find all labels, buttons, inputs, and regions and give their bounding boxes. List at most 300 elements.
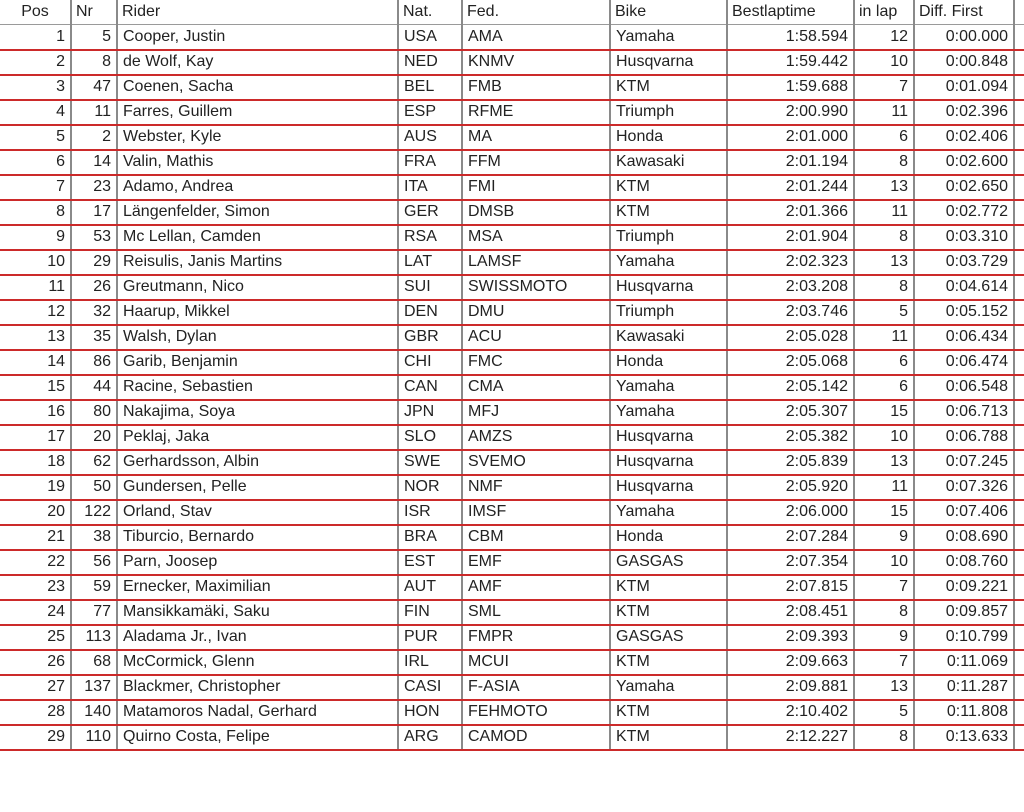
cell-bike: KTM [610,700,727,725]
table-row [0,200,1024,225]
cell-nr: 35 [71,325,117,350]
cell-bestlaptime: 2:07.815 [727,575,854,600]
cell-bike: Husqvarna [610,475,727,500]
cell-pos: 13 [0,325,71,350]
cell-fed: AMF [462,575,610,600]
table-row [0,550,1024,575]
cell-bestlaptime: 2:03.746 [727,300,854,325]
cell-diff-first: 0:02.406 [914,125,1014,150]
cell-nat: FIN [398,600,462,625]
cell-pos: 24 [0,600,71,625]
cell-bestlaptime: 2:07.284 [727,525,854,550]
cell-bestlaptime: 2:05.920 [727,475,854,500]
cell-nat: ITA [398,175,462,200]
cell-nr: 140 [71,700,117,725]
cell-in-lap: 9 [854,625,914,650]
cell-nr: 80 [71,400,117,425]
cell-bestlaptime: 2:02.323 [727,250,854,275]
table-row [0,425,1024,450]
cell-nr: 38 [71,525,117,550]
cell-nr: 50 [71,475,117,500]
cell-diff-first: 0:02.650 [914,175,1014,200]
cell-rider: Walsh, Dylan [117,325,398,350]
cell-bike: Husqvarna [610,50,727,75]
cell-nat: ARG [398,725,462,750]
cell-bike: KTM [610,200,727,225]
cell-fed: FMI [462,175,610,200]
cell-bike: Triumph [610,225,727,250]
cell-bestlaptime: 2:05.839 [727,450,854,475]
table-row [0,375,1024,400]
table-row [0,75,1024,100]
cell-bestlaptime: 2:12.227 [727,725,854,750]
cell-diff-first: 0:09.221 [914,575,1014,600]
cell-nat: ISR [398,500,462,525]
cell-fed: CBM [462,525,610,550]
cell-fed: EMF [462,550,610,575]
cell-pos: 25 [0,625,71,650]
cell-rider: Parn, Joosep [117,550,398,575]
cell-diff-first: 0:11.287 [914,675,1014,700]
cell-in-lap: 5 [854,700,914,725]
cell-in-lap: 15 [854,400,914,425]
cell-in-lap: 7 [854,575,914,600]
cell-pos: 22 [0,550,71,575]
cell-bike: Yamaha [610,675,727,700]
cell-rider: Orland, Stav [117,500,398,525]
cell-fed: AMZS [462,425,610,450]
cell-extra [1014,700,1024,725]
cell-pos: 18 [0,450,71,475]
cell-rider: Matamoros Nadal, Gerhard [117,700,398,725]
cell-nat: PUR [398,625,462,650]
table-row [0,525,1024,550]
cell-nr: 122 [71,500,117,525]
cell-rider: de Wolf, Kay [117,50,398,75]
cell-bike: Yamaha [610,250,727,275]
cell-bike: Honda [610,350,727,375]
cell-rider: Haarup, Mikkel [117,300,398,325]
cell-nr: 29 [71,250,117,275]
cell-in-lap: 11 [854,475,914,500]
cell-extra [1014,525,1024,550]
cell-extra [1014,125,1024,150]
cell-nat: CASI [398,675,462,700]
cell-nat: HON [398,700,462,725]
table-row [0,575,1024,600]
cell-nat: SWE [398,450,462,475]
cell-extra [1014,175,1024,200]
cell-fed: FMB [462,75,610,100]
header-pos: Pos [21,3,49,20]
cell-fed: F-ASIA [462,675,610,700]
cell-nat: CAN [398,375,462,400]
cell-nat: GER [398,200,462,225]
cell-bike: Yamaha [610,375,727,400]
table-row [0,250,1024,275]
cell-nr: 26 [71,275,117,300]
cell-bike: Honda [610,125,727,150]
cell-bike: KTM [610,175,727,200]
cell-rider: Racine, Sebastien [117,375,398,400]
cell-fed: CMA [462,375,610,400]
cell-extra [1014,400,1024,425]
cell-bestlaptime: 2:09.663 [727,650,854,675]
header-extra [1014,0,1024,25]
cell-rider: Nakajima, Soya [117,400,398,425]
cell-fed: SML [462,600,610,625]
cell-nat: GBR [398,325,462,350]
cell-rider: Gerhardsson, Albin [117,450,398,475]
cell-rider: Coenen, Sacha [117,75,398,100]
cell-diff-first: 0:02.600 [914,150,1014,175]
cell-rider: Farres, Guillem [117,100,398,125]
cell-rider: Tiburcio, Bernardo [117,525,398,550]
cell-extra [1014,675,1024,700]
cell-pos: 19 [0,475,71,500]
cell-diff-first: 0:07.245 [914,450,1014,475]
table-row [0,725,1024,750]
header-bestlaptime: Bestlaptime [727,0,854,25]
cell-bike: Honda [610,525,727,550]
cell-bestlaptime: 1:59.688 [727,75,854,100]
cell-in-lap: 13 [854,450,914,475]
cell-bestlaptime: 2:05.142 [727,375,854,400]
cell-pos: 14 [0,350,71,375]
cell-in-lap: 11 [854,200,914,225]
header-nat: Nat. [398,0,462,25]
cell-in-lap: 10 [854,550,914,575]
cell-nat: DEN [398,300,462,325]
cell-nr: 53 [71,225,117,250]
cell-rider: Webster, Kyle [117,125,398,150]
cell-pos: 29 [0,725,71,750]
cell-fed: DMSB [462,200,610,225]
cell-diff-first: 0:04.614 [914,275,1014,300]
cell-extra [1014,25,1024,50]
cell-extra [1014,325,1024,350]
cell-rider: Ernecker, Maximilian [117,575,398,600]
cell-pos: 15 [0,375,71,400]
cell-rider: Valin, Mathis [117,150,398,175]
cell-in-lap: 6 [854,375,914,400]
cell-nr: 62 [71,450,117,475]
cell-rider: Adamo, Andrea [117,175,398,200]
cell-diff-first: 0:08.760 [914,550,1014,575]
cell-pos: 28 [0,700,71,725]
cell-fed: FEHMOTO [462,700,610,725]
cell-in-lap: 11 [854,325,914,350]
cell-in-lap: 8 [854,600,914,625]
cell-diff-first: 0:03.729 [914,250,1014,275]
cell-nat: NED [398,50,462,75]
cell-nat: RSA [398,225,462,250]
cell-extra [1014,100,1024,125]
cell-diff-first: 0:10.799 [914,625,1014,650]
cell-bike: Triumph [610,100,727,125]
cell-nat: NOR [398,475,462,500]
cell-bike: Husqvarna [610,425,727,450]
cell-bike: Triumph [610,300,727,325]
cell-rider: Mansikkamäki, Saku [117,600,398,625]
table-row [0,600,1024,625]
cell-nat: AUT [398,575,462,600]
cell-bike: KTM [610,650,727,675]
cell-nr: 56 [71,550,117,575]
cell-extra [1014,425,1024,450]
cell-extra [1014,450,1024,475]
cell-bike: Kawasaki [610,325,727,350]
cell-rider: Blackmer, Christopher [117,675,398,700]
cell-bike: Husqvarna [610,275,727,300]
cell-bestlaptime: 2:09.393 [727,625,854,650]
table-row [0,625,1024,650]
cell-extra [1014,500,1024,525]
cell-in-lap: 11 [854,100,914,125]
cell-bestlaptime: 2:01.194 [727,150,854,175]
table-row [0,400,1024,425]
cell-in-lap: 12 [854,25,914,50]
cell-fed: RFME [462,100,610,125]
cell-bike: KTM [610,725,727,750]
cell-nat: SLO [398,425,462,450]
cell-bike: KTM [610,600,727,625]
cell-fed: FMPR [462,625,610,650]
cell-rider: Aladama Jr., Ivan [117,625,398,650]
cell-in-lap: 5 [854,300,914,325]
cell-pos: 5 [0,125,71,150]
cell-diff-first: 0:07.406 [914,500,1014,525]
cell-extra [1014,200,1024,225]
cell-pos: 16 [0,400,71,425]
cell-nr: 59 [71,575,117,600]
table-row [0,25,1024,50]
cell-fed: MFJ [462,400,610,425]
cell-bestlaptime: 2:05.028 [727,325,854,350]
cell-diff-first: 0:09.857 [914,600,1014,625]
cell-in-lap: 9 [854,525,914,550]
cell-diff-first: 0:01.094 [914,75,1014,100]
cell-pos: 23 [0,575,71,600]
cell-diff-first: 0:06.713 [914,400,1014,425]
cell-nr: 110 [71,725,117,750]
cell-nr: 20 [71,425,117,450]
cell-bestlaptime: 2:06.000 [727,500,854,525]
cell-in-lap: 8 [854,225,914,250]
header-rider: Rider [117,0,398,25]
table-row [0,450,1024,475]
cell-in-lap: 8 [854,275,914,300]
table-row [0,50,1024,75]
header-diff-first: Diff. First [914,0,1014,25]
cell-in-lap: 6 [854,125,914,150]
cell-nat: AUS [398,125,462,150]
cell-nat: BRA [398,525,462,550]
cell-rider: Cooper, Justin [117,25,398,50]
cell-bestlaptime: 2:00.990 [727,100,854,125]
cell-nat: CHI [398,350,462,375]
cell-bestlaptime: 1:59.442 [727,50,854,75]
table-row [0,350,1024,375]
cell-nat: SUI [398,275,462,300]
cell-rider: Gundersen, Pelle [117,475,398,500]
cell-in-lap: 6 [854,350,914,375]
cell-extra [1014,300,1024,325]
table-row [0,150,1024,175]
cell-in-lap: 8 [854,150,914,175]
cell-pos: 20 [0,500,71,525]
table-row [0,175,1024,200]
header-bike: Bike [610,0,727,25]
cell-nat: EST [398,550,462,575]
cell-pos: 11 [0,275,71,300]
table-row [0,275,1024,300]
cell-fed: AMA [462,25,610,50]
cell-bestlaptime: 2:01.244 [727,175,854,200]
cell-extra [1014,650,1024,675]
cell-nr: 44 [71,375,117,400]
cell-bestlaptime: 2:07.354 [727,550,854,575]
cell-pos: 27 [0,675,71,700]
cell-pos: 4 [0,100,71,125]
cell-bike: GASGAS [610,625,727,650]
cell-rider: Greutmann, Nico [117,275,398,300]
cell-pos: 21 [0,525,71,550]
cell-extra [1014,550,1024,575]
cell-pos: 7 [0,175,71,200]
cell-extra [1014,50,1024,75]
table-row [0,325,1024,350]
cell-nat: JPN [398,400,462,425]
cell-fed: SWISSMOTO [462,275,610,300]
cell-diff-first: 0:05.152 [914,300,1014,325]
cell-pos: 26 [0,650,71,675]
cell-extra [1014,350,1024,375]
cell-nr: 86 [71,350,117,375]
cell-extra [1014,225,1024,250]
cell-bestlaptime: 2:01.904 [727,225,854,250]
cell-fed: MCUI [462,650,610,675]
table-row [0,225,1024,250]
header-fed: Fed. [462,0,610,25]
cell-bike: KTM [610,575,727,600]
cell-bestlaptime: 2:01.000 [727,125,854,150]
cell-bestlaptime: 2:08.451 [727,600,854,625]
cell-extra [1014,75,1024,100]
cell-extra [1014,275,1024,300]
cell-bestlaptime: 2:05.068 [727,350,854,375]
cell-nat: BEL [398,75,462,100]
cell-diff-first: 0:00.000 [914,25,1014,50]
cell-fed: FFM [462,150,610,175]
header-in-lap: in lap [854,0,914,25]
cell-fed: IMSF [462,500,610,525]
cell-rider: Reisulis, Janis Martins [117,250,398,275]
cell-fed: DMU [462,300,610,325]
cell-diff-first: 0:02.772 [914,200,1014,225]
cell-nr: 32 [71,300,117,325]
cell-pos: 17 [0,425,71,450]
cell-bestlaptime: 2:03.208 [727,275,854,300]
cell-rider: Mc Lellan, Camden [117,225,398,250]
cell-bestlaptime: 1:58.594 [727,25,854,50]
cell-rider: Quirno Costa, Felipe [117,725,398,750]
cell-diff-first: 0:00.848 [914,50,1014,75]
table-row [0,125,1024,150]
cell-diff-first: 0:06.434 [914,325,1014,350]
cell-fed: KNMV [462,50,610,75]
cell-pos: 10 [0,250,71,275]
cell-extra [1014,375,1024,400]
cell-bestlaptime: 2:01.366 [727,200,854,225]
cell-rider: Längenfelder, Simon [117,200,398,225]
cell-diff-first: 0:06.548 [914,375,1014,400]
cell-nr: 68 [71,650,117,675]
cell-in-lap: 10 [854,425,914,450]
cell-nr: 2 [71,125,117,150]
cell-in-lap: 8 [854,725,914,750]
cell-diff-first: 0:06.788 [914,425,1014,450]
cell-diff-first: 0:06.474 [914,350,1014,375]
cell-nr: 11 [71,100,117,125]
cell-diff-first: 0:07.326 [914,475,1014,500]
cell-diff-first: 0:13.633 [914,725,1014,750]
cell-bestlaptime: 2:09.881 [727,675,854,700]
cell-diff-first: 0:08.690 [914,525,1014,550]
cell-bestlaptime: 2:05.307 [727,400,854,425]
cell-pos: 3 [0,75,71,100]
cell-diff-first: 0:11.808 [914,700,1014,725]
table-row [0,650,1024,675]
table-row [0,675,1024,700]
cell-fed: NMF [462,475,610,500]
cell-bike: KTM [610,75,727,100]
cell-nat: IRL [398,650,462,675]
cell-pos: 2 [0,50,71,75]
table-row [0,700,1024,725]
cell-rider: Peklaj, Jaka [117,425,398,450]
cell-rider: Garib, Benjamin [117,350,398,375]
header-row [0,0,1024,25]
cell-nat: FRA [398,150,462,175]
cell-extra [1014,150,1024,175]
cell-bestlaptime: 2:10.402 [727,700,854,725]
cell-nr: 14 [71,150,117,175]
cell-pos: 6 [0,150,71,175]
cell-in-lap: 15 [854,500,914,525]
cell-extra [1014,600,1024,625]
table-row [0,100,1024,125]
header-nr: Nr [71,0,117,25]
cell-fed: MA [462,125,610,150]
cell-fed: CAMOD [462,725,610,750]
cell-nr: 113 [71,625,117,650]
cell-in-lap: 13 [854,250,914,275]
table-row [0,500,1024,525]
table-row [0,300,1024,325]
cell-in-lap: 13 [854,675,914,700]
cell-in-lap: 7 [854,75,914,100]
cell-pos: 12 [0,300,71,325]
cell-nr: 23 [71,175,117,200]
cell-fed: MSA [462,225,610,250]
cell-nat: USA [398,25,462,50]
cell-fed: FMC [462,350,610,375]
cell-rider: McCormick, Glenn [117,650,398,675]
cell-extra [1014,250,1024,275]
cell-extra [1014,625,1024,650]
cell-bike: Yamaha [610,25,727,50]
